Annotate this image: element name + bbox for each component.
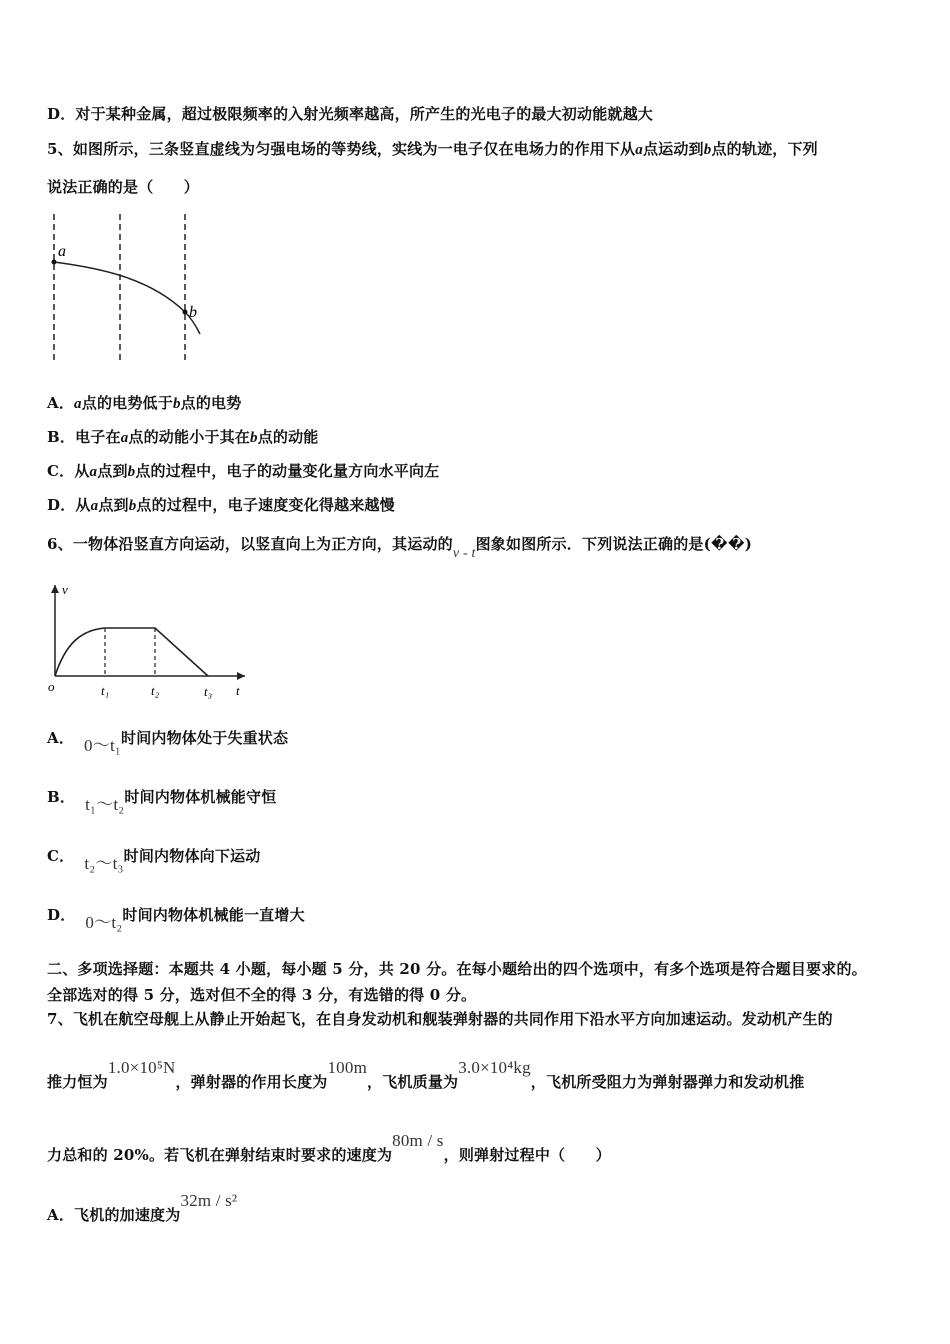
q6-option-c: C． t₂～t₃时间内物体向下运动 <box>47 847 261 873</box>
origin-label: o <box>48 679 55 694</box>
vt-symbol: v - t <box>452 546 476 561</box>
q5-option-a: A．a点的电势低于b点的电势 <box>47 394 242 412</box>
q6-stem: 6、一物体沿竖直方向运动，以竖直向上为正方向，其运动的v - t图象如图所示．下列说法正确的是(��) <box>47 535 753 561</box>
q7-line2: 推力恒为1.0×10⁵N，弹射器的作用长度为100m，飞机质量为3.0×10⁴kg，飞机所受阻力为弹射器弹力和发动机推 <box>47 1058 805 1091</box>
speed-value: 80m / s <box>392 1131 444 1150</box>
v-axis-arrow <box>51 585 59 593</box>
q6-option-a: A． 0～t₁时间内物体处于失重状态 <box>47 729 289 755</box>
q6-vt-graph <box>40 580 255 705</box>
q7-line1: 7、飞机在航空母舰上从静止开始起飞，在自身发动机和舰装弹射器的共同作用下沿水平方向加速运动。发动机产生的 <box>47 1010 833 1028</box>
q4-option-d: D．对于某种金属，超过极限频率的入射光频率越高，所产生的光电子的最大初动能就越大 <box>47 105 654 123</box>
q5-stem-line2: 说法正确的是（ ） <box>47 178 200 196</box>
q5-option-c: C．从a点到b点的过程中，电子的动量变化量方向水平向左 <box>47 462 440 480</box>
length-value: 100m <box>327 1058 368 1077</box>
t3-label: t₃ <box>204 684 213 699</box>
label-a: a <box>58 243 66 260</box>
q6-option-d: D． 0～t₂时间内物体机械能一直增大 <box>47 906 305 932</box>
mass-value: 3.0×10⁴kg <box>458 1058 531 1077</box>
v-label: v <box>62 582 68 597</box>
section2-line2: 全部选对的得 5 分，选对但不全的得 3 分，有选错的得 0 分。 <box>47 986 477 1004</box>
q5-trajectory-figure <box>40 208 215 368</box>
q5-stem-line1: 5、如图所示，三条竖直虚线为匀强电场的等势线，实线为一电子仅在电场力的作用下从a点运动到b点的轨迹，下列 <box>47 140 818 158</box>
vt-curve <box>55 628 208 676</box>
point-b <box>183 310 188 315</box>
t1-label: t₁ <box>101 683 110 698</box>
section2-line1: 二、多项选择题：本题共 4 小题，每小题 5 分，共 20 分。在每小题给出的四个选项中，有多个选项是符合题目要求的。 <box>47 960 867 978</box>
q7-line3: 力总和的 20%。若飞机在弹射结束时要求的速度为80m / s，则弹射过程中（ ） <box>47 1131 611 1164</box>
q7-option-a: A．飞机的加速度为32m / s² <box>47 1191 238 1224</box>
acceleration-value: 32m / s² <box>180 1191 238 1210</box>
q5-option-d: D．从a点到b点的过程中，电子速度变化得越来越慢 <box>47 496 395 514</box>
electron-trajectory <box>54 262 200 334</box>
label-b: b <box>189 304 197 321</box>
force-value: 1.0×10⁵N <box>107 1058 176 1077</box>
t2-label: t₂ <box>151 683 160 698</box>
q5-option-b: B．电子在a点的动能小于其在b点的动能 <box>47 428 319 446</box>
t-label: t <box>236 683 240 698</box>
t-axis-arrow <box>237 672 245 680</box>
q6-option-b: B． t₁～t₂时间内物体机械能守恒 <box>47 788 277 814</box>
point-a <box>52 260 57 265</box>
